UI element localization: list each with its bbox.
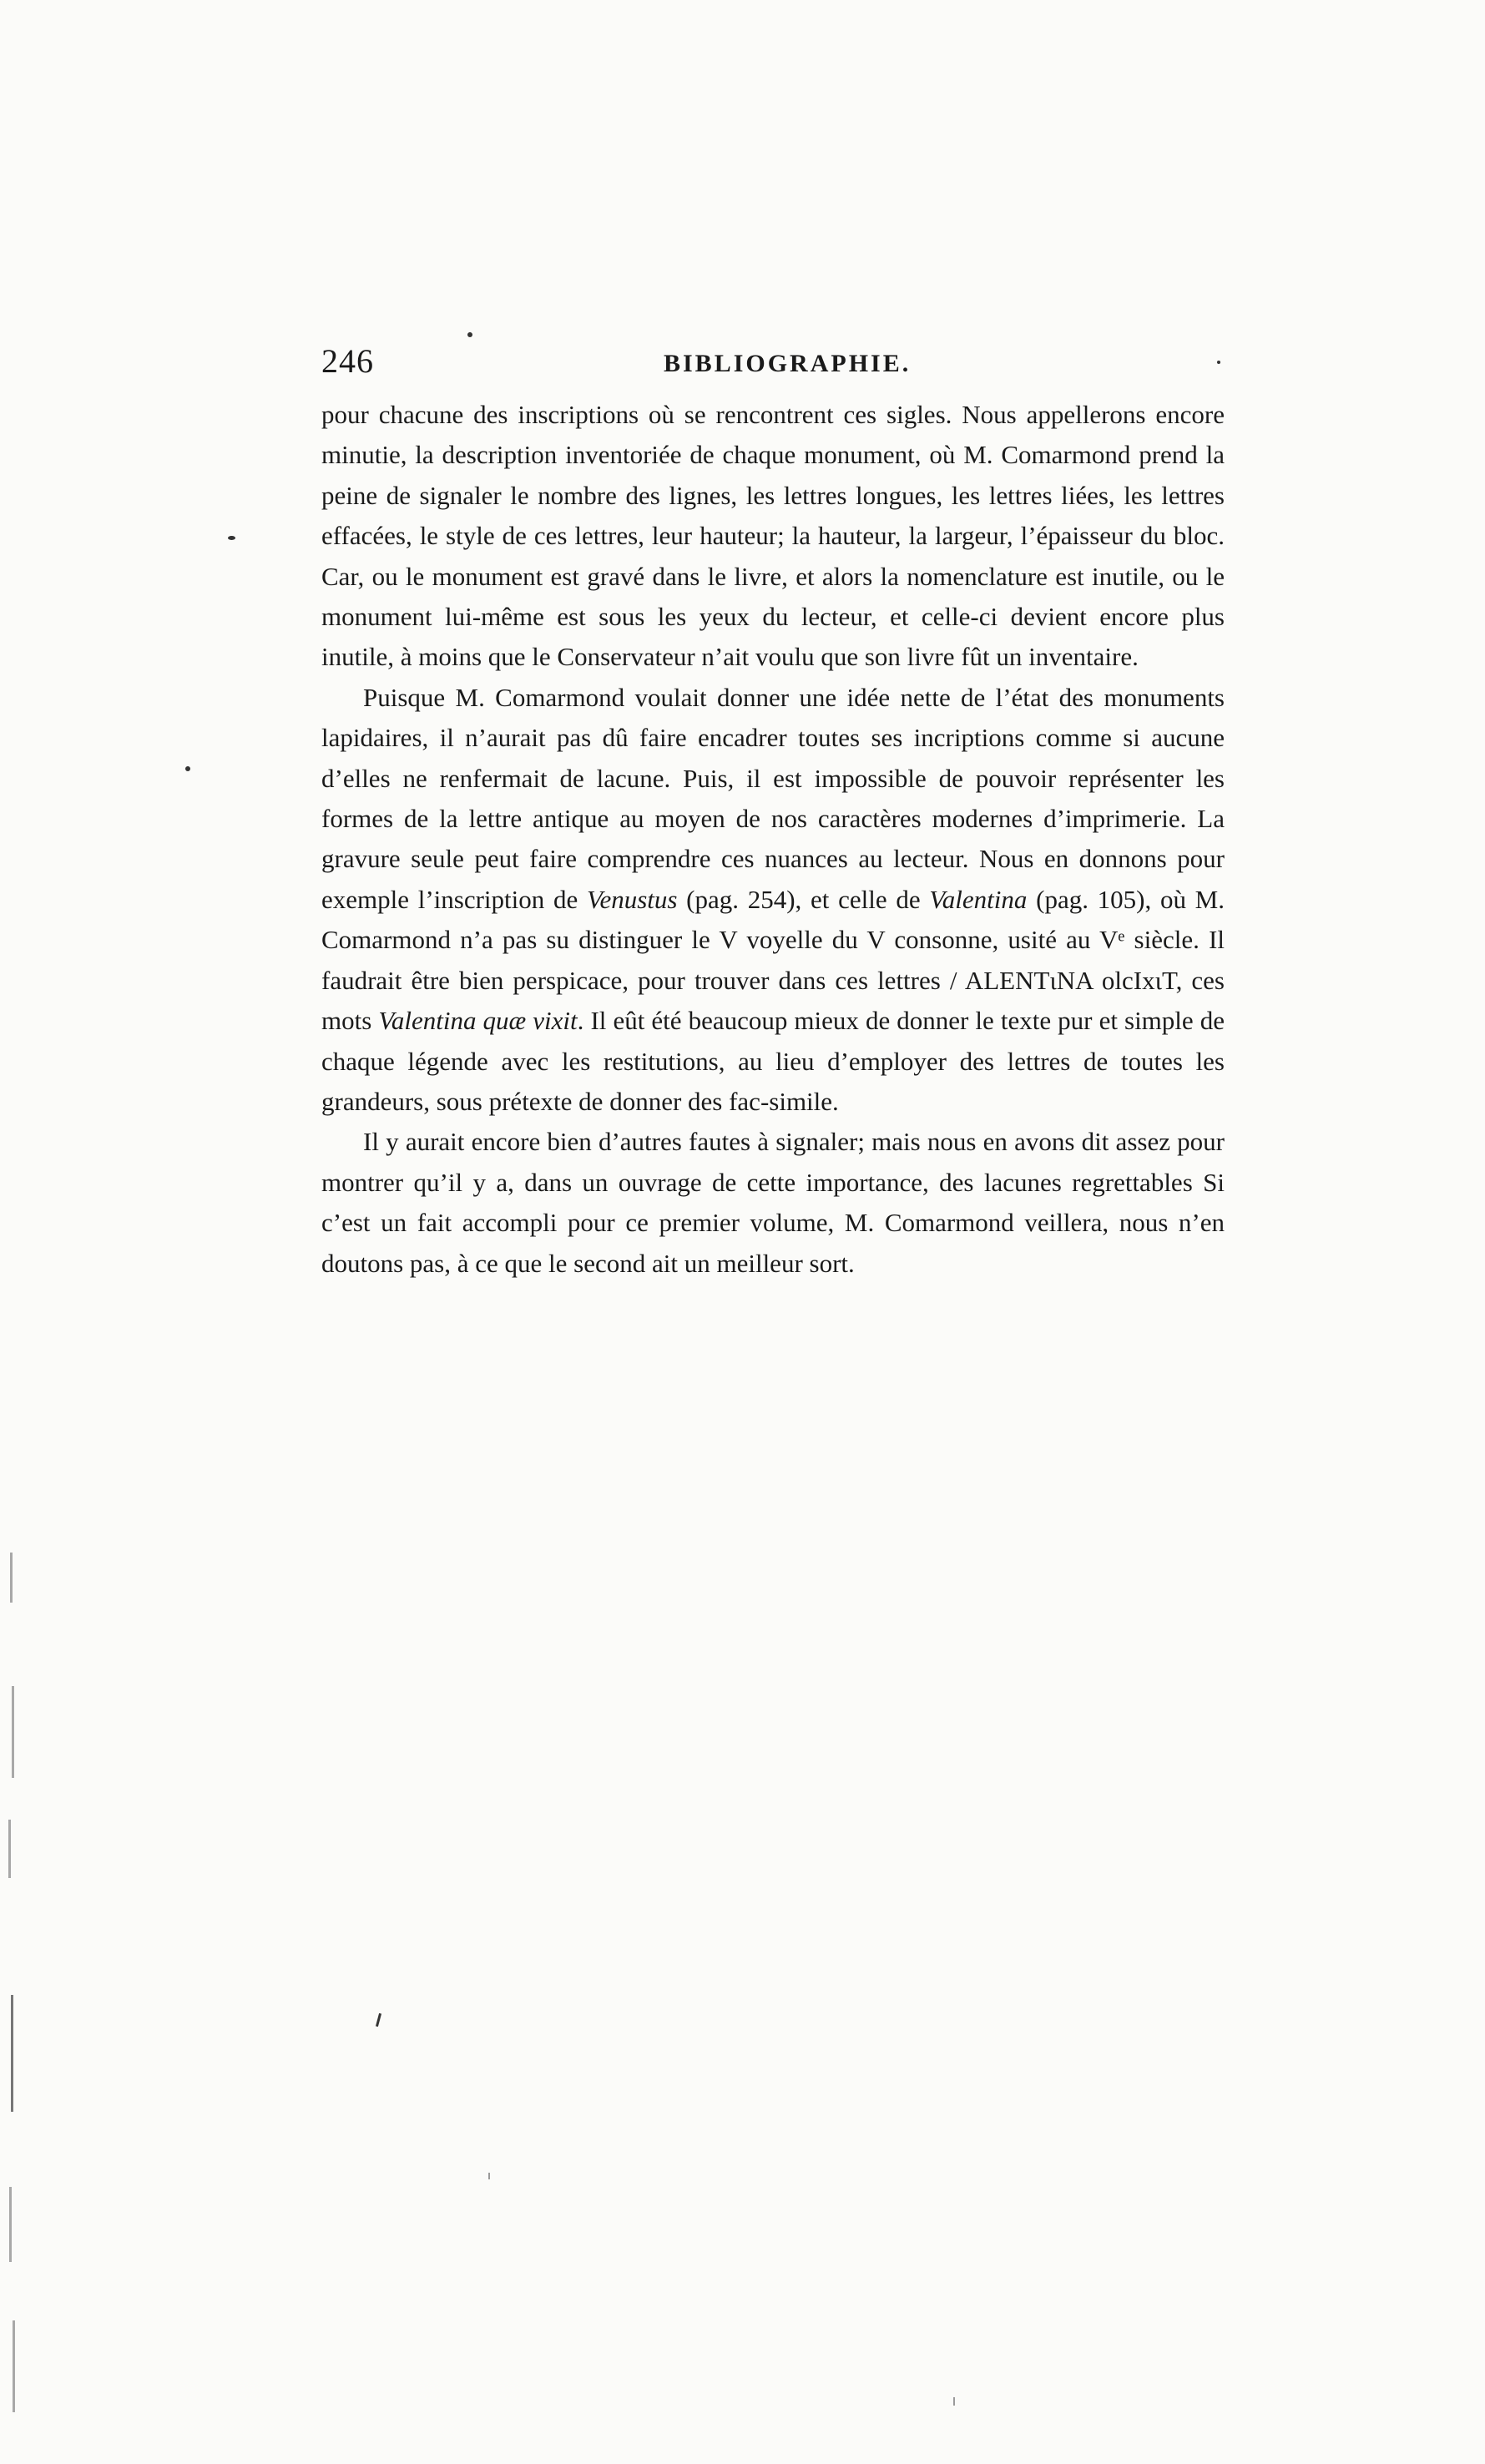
binding-edge-mark [10,1553,13,1603]
italic-run: Valentina [929,884,1028,914]
text-run: . Il eût été beaucoup mieux de donner le texte pur et simple de chaque légende avec les restitutions, au lieu d’employer des lettres de toutes les grandeurs, sous prétexte de donner des fac-simile. [321,1006,1225,1116]
binding-edge-mark [13,2320,15,2412]
binding-edge-mark [11,1995,13,2112]
binding-edge-mark [12,1686,14,1778]
scan-speck [488,2173,490,2179]
text-run: (pag. 105), où M. Comarmond n’a pas su distinguer le V voyelle du V consonne, usité au Vᵉ siècle. Il faudrait être bien perspicace, pour trouver dans ces lettres / ALENTιNA οlcIxιT, ces mots [321,884,1225,1036]
italic-run: Valentina quæ vixit [378,1006,578,1036]
italic-run: Venustus [586,884,678,914]
page-number: 246 [321,342,374,380]
paragraph [321,395,1225,678]
margin-dot [1217,361,1220,364]
running-head [321,341,1240,391]
binding-edge-mark [8,1820,11,1878]
paragraph [321,678,1225,1122]
paragraph [321,1122,1225,1284]
body-text [321,395,1225,1284]
binding-edge-mark [9,2187,12,2262]
margin-dot [185,766,190,771]
text-run: Il y aurait encore bien d’autres fautes à signaler; mais nous en avons dit assez pour montrer qu’il y a, dans un ouvrage de cette importance, des lacunes regrettables Si c’est un fait accompli pour ce premier volume, M. Comarmond veillera, nous n’en doutons pas, à ce que le second ait un meilleur sort. [321,1127,1225,1278]
text-run: (pag. 254), et celle de [677,884,930,914]
margin-dot [228,536,235,540]
text-run: pour chacune des inscriptions où se rencontrent ces sigles. Nous appellerons encore minutie, la description inventoriée de chaque monument, où M. Comarmond prend la peine de signaler le nombre des lignes, les lettres longues, les lettres liées, les lettres effacées, le style de ces lettres, leur hauteur; la hauteur, la largeur, l’épaisseur du bloc. Car, ou le monument est gravé dans le livre, et alors la nomenclature est inutile, ou le monument lui-même est sous les yeux du lecteur, et celle-ci devient encore plus inutile, à moins que le Conservateur n’ait voulu que son livre fût un inventaire. [321,400,1225,672]
scan-speck [953,2397,955,2406]
text-run: Puisque M. Comarmond voulait donner une idée nette de l’état des monuments lapidaires, il n’aurait pas dû faire encadrer toutes ses incriptions comme si aucune d’elles ne renfermait de lacune. Puis, il est impossible de pouvoir représenter les formes de la lettre antique au moyen de nos caractères modernes d’imprimerie. La gravure seule peut faire comprendre ces nuances au lecteur. Nous en donnons pour exemple l’inscription de [321,682,1225,914]
margin-dot [467,332,472,337]
scan-speck [376,2013,381,2027]
running-title: BIBLIOGRAPHIE. [664,350,912,377]
